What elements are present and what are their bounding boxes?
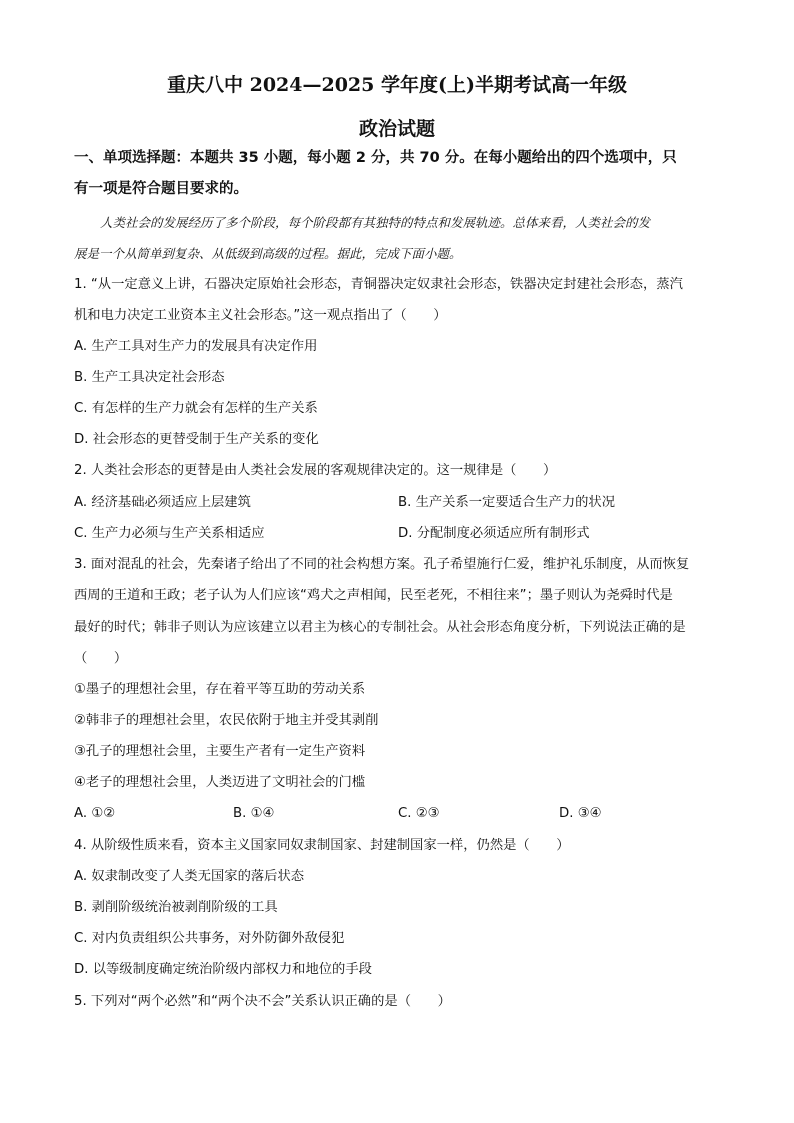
material-line1: 人类社会的发展经历了多个阶段，每个阶段都有其独特的特点和发展轨迹。总体来看，人类社会的发 (100, 215, 651, 230)
q3-stem-line4: （ ） (74, 651, 128, 666)
q1-option-a: A. 生产工具对生产力的发展具有决定作用 (74, 339, 318, 354)
q3-option-d: D. ③④ (559, 806, 602, 821)
q2-stem: 2. 人类社会形态的更替是由人类社会发展的客观规律决定的。这一规律是（ ） (74, 463, 557, 478)
q1-option-b: B. 生产工具决定社会形态 (74, 370, 225, 385)
q3-statement-2: ②韩非子的理想社会里，农民依附于地主并受其剥削 (74, 713, 379, 728)
q1-stem-line2: 机和电力决定工业资本主义社会形态。”这一观点指出了（ ） (74, 308, 447, 323)
material-intro (74, 207, 724, 269)
material-line2: 展是一个从简单到复杂、从低级到高级的过程。据此，完成下面小题。 (74, 246, 462, 261)
q2-option-a: A. 经济基础必须适应上层建筑 (74, 495, 251, 510)
q3-stem-line3: 最好的时代；韩非子则认为应该建立以君主为核心的专制社会。从社会形态角度分析，下列说法正确的是 (74, 620, 686, 635)
q3-statement-3: ③孔子的理想社会里，主要生产者有一定生产资料 (74, 744, 366, 759)
q3-option-b: B. ①④ (233, 806, 275, 821)
section-heading-line2: 有一项是符合题目要求的。 (74, 181, 248, 197)
q4-option-c: C. 对内负责组织公共事务，对外防御外敌侵犯 (74, 931, 345, 946)
q3-option-c: C. ②③ (398, 806, 440, 821)
exam-title: 重庆八中 2024—2025 学年度(上)半期考试高一年级 (167, 74, 627, 96)
q3-statement-1: ①墨子的理想社会里，存在着平等互助的劳动关系 (74, 682, 366, 697)
q2-option-d: D. 分配制度必须适应所有制形式 (398, 526, 590, 541)
q4-option-a: A. 奴隶制改变了人类无国家的落后状态 (74, 869, 305, 884)
q2-option-c: C. 生产力必须与生产关系相适应 (74, 526, 265, 541)
q1-stem-line1: 1. “从一定意义上讲，石器决定原始社会形态，青铜器决定奴隶社会形态，铁器决定封建社会形态，蒸汽 (74, 277, 683, 292)
q4-stem: 4. 从阶级性质来看，资本主义国家同奴隶制国家、封建制国家一样，仍然是（ ） (74, 838, 570, 853)
subject-title: 政治试题 (358, 118, 435, 140)
q1-option-d: D. 社会形态的更替受制于生产关系的变化 (74, 432, 319, 447)
q3-option-a: A. ①② (74, 806, 116, 821)
section-heading (74, 143, 724, 205)
q3-stem-line1: 3. 面对混乱的社会，先秦诸子给出了不同的社会构想方案。孔子希望施行仁爱，维护礼乐制度，从而恢复 (74, 557, 690, 572)
q3-stem-line2: 西周的王道和王政；老子认为人们应该“鸡犬之声相闻，民至老死，不相往来”；墨子则认为尧舜时代是 (74, 588, 673, 603)
q5-stem: 5. 下列对“两个必然”和“两个决不会”关系认识正确的是（ ） (74, 994, 451, 1009)
q3-statement-4: ④老子的理想社会里，人类迈进了文明社会的门槛 (74, 775, 366, 790)
q4-option-d: D. 以等级制度确定统治阶级内部权力和地位的手段 (74, 962, 372, 977)
q1-option-c: C. 有怎样的生产力就会有怎样的生产关系 (74, 401, 318, 416)
q4-option-b: B. 剥削阶级统治被剥削阶级的工具 (74, 900, 278, 915)
section-heading-line1: 一、单项选择题：本题共 35 小题，每小题 2 分，共 70 分。在每小题给出的四个选项中，只 (74, 150, 677, 166)
q2-option-b: B. 生产关系一定要适合生产力的状况 (398, 495, 616, 510)
